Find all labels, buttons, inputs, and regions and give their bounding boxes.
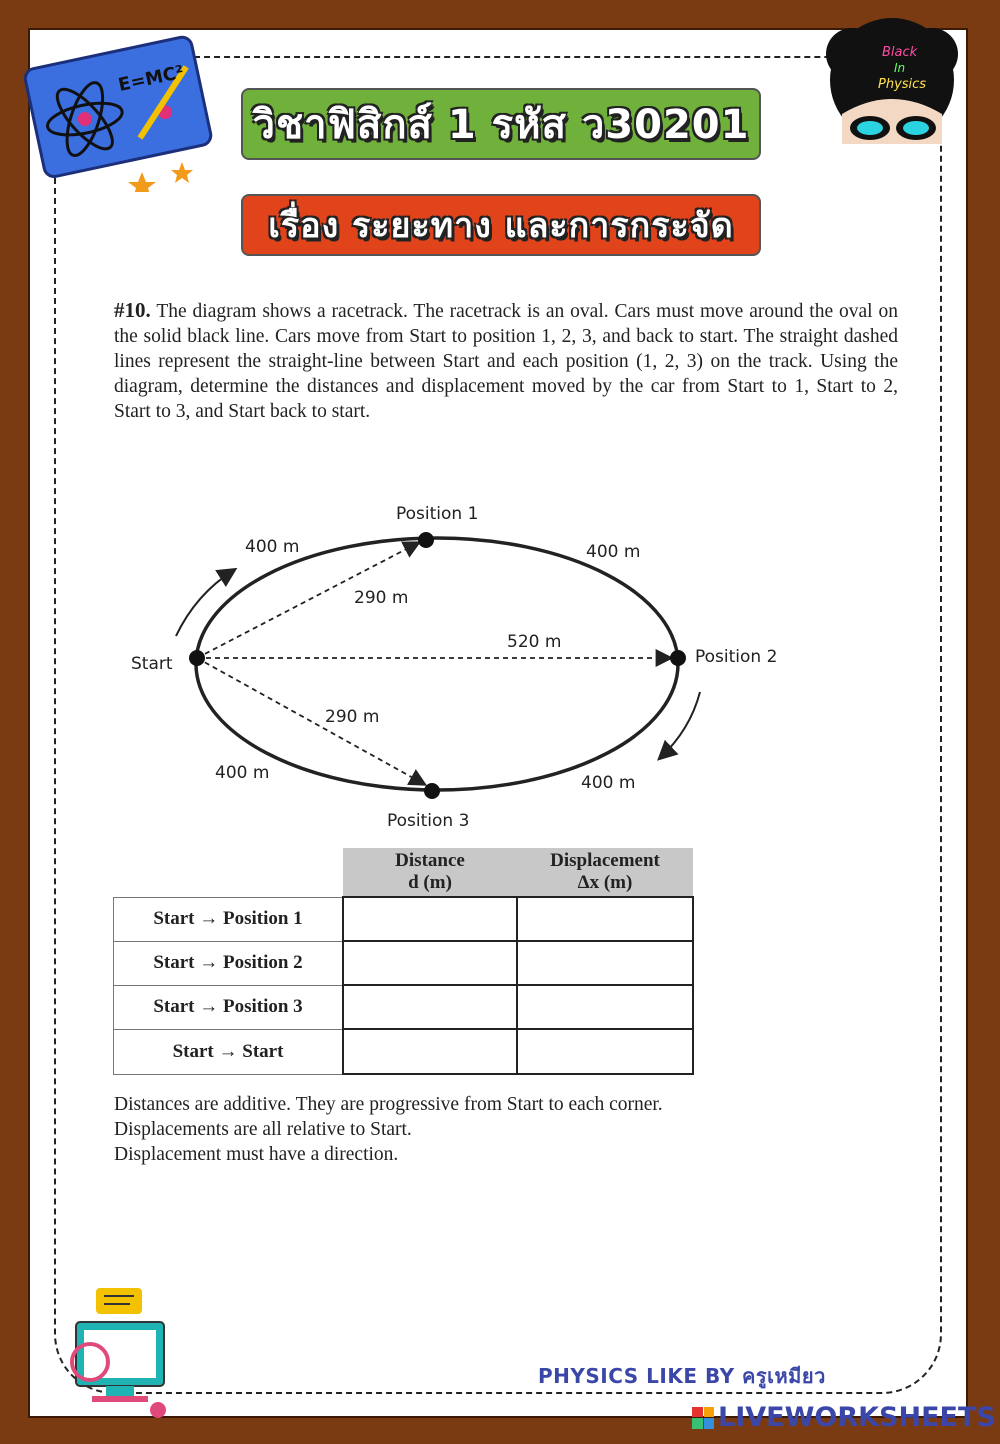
displacement-answer-3[interactable] xyxy=(517,985,693,1029)
arc-top-right-label: 400 m xyxy=(586,542,641,562)
footer-credit: PHYSICS LIKE BY ครูเหมียว xyxy=(538,1364,826,1388)
distance-answer-1[interactable] xyxy=(343,897,517,941)
liveworksheets-brand[interactable] xyxy=(692,1402,996,1433)
problem-number: #10. xyxy=(114,298,151,322)
answer-table xyxy=(113,848,694,1075)
row-label: Start → Position 3 xyxy=(114,985,344,1029)
row-label: Start → Start xyxy=(114,1029,344,1074)
arc-top-left-label: 400 m xyxy=(245,537,300,557)
position-3-point xyxy=(424,783,440,799)
table-row xyxy=(114,1029,694,1074)
displacement-answer-2[interactable] xyxy=(517,941,693,985)
position-1-point xyxy=(418,532,434,548)
dash-to-p3-label: 290 m xyxy=(325,707,380,727)
table-row xyxy=(114,985,694,1029)
distance-header-line2: d (m) xyxy=(408,872,452,893)
note-line: Displacements are all relative to Start. xyxy=(114,1119,412,1140)
arc-bottom-right-label: 400 m xyxy=(581,773,636,793)
displacement-header-line1: Displacement xyxy=(550,850,660,871)
avatar-text-physics: Physics xyxy=(878,77,927,92)
table-header-row xyxy=(114,848,694,897)
position-1-label: Position 1 xyxy=(396,504,479,524)
displacement-answer-4[interactable] xyxy=(517,1029,693,1074)
distance-answer-4[interactable] xyxy=(343,1029,517,1074)
start-point xyxy=(189,650,205,666)
computer-decoration-icon xyxy=(40,1282,190,1422)
distance-answer-3[interactable] xyxy=(343,985,517,1029)
logo-formula: E=MC² xyxy=(116,61,186,97)
row-label: Start → Position 2 xyxy=(114,941,344,985)
distance-answer-2[interactable] xyxy=(343,941,517,985)
problem-text: The diagram shows a racetrack. The racetrack is an oval. Cars must move around the oval on the solid black line. Cars move from Start to position 1, 2, 3, and back to start. The straight dashed lines represent the straight-line between Start and each position (1, 2, 3) on the track. Using the diagram, determine the distances and displacement moved by the car from Start to 1, Start to 2, Start to 3, and Start back to start. xyxy=(114,301,898,422)
avatar-text-black: Black xyxy=(882,45,918,60)
distance-header-line1: Distance xyxy=(395,850,465,871)
position-2-point xyxy=(670,650,686,666)
position-2-label: Position 2 xyxy=(695,647,778,667)
table-row xyxy=(114,897,694,941)
topic-title-banner: เรื่อง ระยะทาง และการกระจัด xyxy=(241,194,761,256)
distance-header xyxy=(343,848,517,897)
table-row xyxy=(114,941,694,985)
avatar-text-in: In xyxy=(894,61,906,75)
position-3-label: Position 3 xyxy=(387,811,470,831)
displacement-answer-1[interactable] xyxy=(517,897,693,941)
start-label: Start xyxy=(131,654,173,674)
notes xyxy=(114,1092,663,1167)
dash-to-p1-label: 290 m xyxy=(354,588,409,608)
note-line: Distances are additive. They are progressive from Start to each corner. xyxy=(114,1094,663,1115)
oval-track xyxy=(196,538,678,790)
row-label: Start → Position 1 xyxy=(114,897,344,941)
displacement-header-line2: Δx (m) xyxy=(577,872,633,893)
subject-title-banner: วิชาฟิสิกส์ 1 รหัส ว30201 xyxy=(241,88,761,160)
liveworksheets-logo-icon xyxy=(692,1407,714,1429)
note-line: Displacement must have a direction. xyxy=(114,1144,399,1165)
dash-to-p2-label: 520 m xyxy=(507,632,562,652)
arc-bottom-left-label: 400 m xyxy=(215,763,270,783)
displacement-header xyxy=(517,848,693,897)
liveworksheets-text: LIVEWORKSHEETS xyxy=(718,1402,996,1433)
